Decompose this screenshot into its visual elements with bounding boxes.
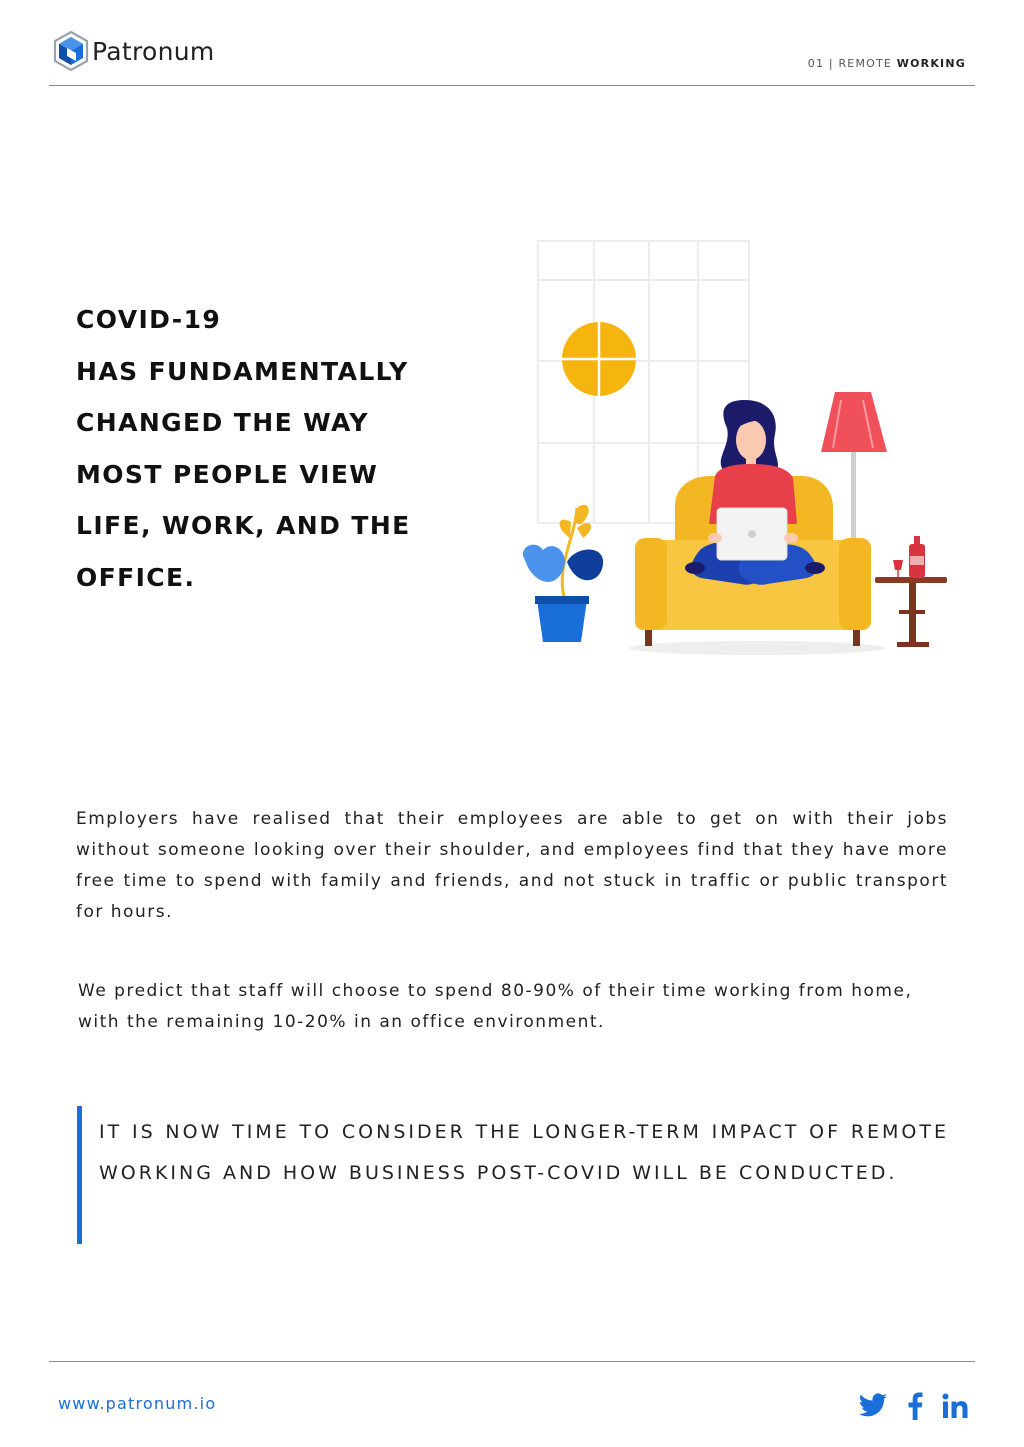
- floor-shadow: [629, 641, 885, 655]
- page-header: [0, 0, 1024, 86]
- body-paragraph-1: Employers have realised that their employees are able to get on with their jobs without someone looking over their shoulder, and employees find that they have more free time to spend with family and friends, and not stuck in traffic or public transport for hours.: [76, 809, 948, 922]
- headline-line-2: HAS FUNDAMENTALLY: [76, 356, 409, 386]
- potted-plant: [523, 505, 603, 642]
- quote-accent-bar: [77, 1106, 82, 1244]
- headline-line-3: CHANGED THE WAY: [76, 408, 369, 438]
- headline-line-1: COVID-19: [76, 305, 222, 334]
- headline-line-5: LIFE, WORK, AND THE: [76, 511, 411, 541]
- footer-divider: [49, 1361, 975, 1362]
- brand-logo[interactable]: [52, 30, 215, 72]
- page-section-tag: [808, 57, 966, 70]
- patronum-logo-icon: [52, 30, 90, 72]
- side-table: [875, 536, 947, 647]
- remote-work-illustration: [515, 238, 955, 658]
- twitter-icon[interactable]: [858, 1393, 888, 1419]
- facebook-icon[interactable]: [906, 1392, 924, 1420]
- body-paragraph-2: We predict that staff will choose to spend 80-90% of their time working from home, with the remaining 10-20% in an office environment.: [78, 981, 913, 1032]
- headline-line-6: OFFICE.: [76, 562, 196, 592]
- page-tag-strong: WORKING: [896, 57, 966, 70]
- social-links: [858, 1392, 968, 1420]
- page-tag-prefix: 01 | REMOTE: [807, 57, 897, 70]
- pull-quote: IT IS NOW TIME TO CONSIDER THE LONGER-TERM IMPACT OF REMOTE WORKING AND HOW BUSINESS POST-COVID WILL BE CONDUCTED.: [99, 1121, 949, 1184]
- header-divider: [49, 85, 975, 86]
- linkedin-icon[interactable]: [942, 1393, 968, 1419]
- sun: [562, 322, 636, 396]
- website-link[interactable]: www.patronum.io: [58, 1394, 217, 1413]
- headline-line-4: MOST PEOPLE VIEW: [76, 459, 379, 489]
- headline: [76, 294, 496, 604]
- brand-name: Patronum: [92, 36, 215, 66]
